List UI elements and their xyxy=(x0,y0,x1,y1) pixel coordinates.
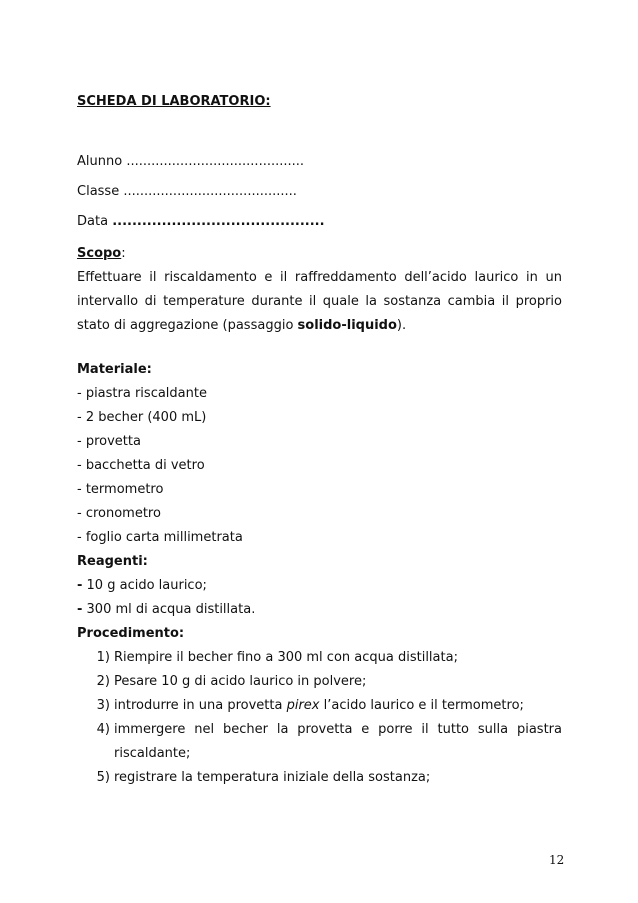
materiale-item: - cronometro xyxy=(77,506,161,521)
procedimento-step xyxy=(89,649,562,666)
step-text-end: l’acido laurico e il termometro; xyxy=(319,698,524,713)
materiale-item: - provetta xyxy=(77,434,141,449)
scopo-line-2: intervallo di temperature durante il quale la sostanza cambia il proprio xyxy=(77,294,562,309)
procedimento-step xyxy=(89,721,562,738)
page-title: SCHEDA DI LABORATORIO: xyxy=(77,94,271,109)
scopo-heading-line xyxy=(77,245,562,262)
scopo-colon: : xyxy=(121,246,126,261)
classe-dots: .......................................... xyxy=(123,184,297,199)
step-text: Pesare 10 g di acido laurico in polvere; xyxy=(114,674,367,689)
procedimento-step xyxy=(89,673,562,690)
scopo-heading: Scopo xyxy=(77,246,122,261)
reagenti-item xyxy=(77,577,562,594)
alunno-dots: ........................................... xyxy=(126,154,305,169)
alunno-field xyxy=(77,153,562,170)
scopo-bold-term: solido-liquido xyxy=(297,318,397,333)
step-number: 1) xyxy=(96,650,110,665)
materiale-heading: Materiale: xyxy=(77,362,152,377)
materiale-item: - foglio carta millimetrata xyxy=(77,530,243,545)
reagenti-text: 10 g acido laurico; xyxy=(82,578,207,593)
data-label: Data xyxy=(77,214,109,229)
step-italic-term: pirex xyxy=(286,698,320,713)
reagenti-heading: Reagenti: xyxy=(77,554,148,569)
reagenti-dash: - xyxy=(77,602,83,617)
step-number: 2) xyxy=(96,674,110,689)
scopo-line-1: Effettuare il riscaldamento e il raffreddamento dell’acido laurico in un xyxy=(77,270,562,285)
step-text: registrare la temperatura iniziale della sostanza; xyxy=(114,770,431,785)
classe-field xyxy=(77,183,562,200)
step-number: 4) xyxy=(96,722,110,737)
data-field xyxy=(77,213,562,230)
materiale-item: - 2 becher (400 mL) xyxy=(77,410,207,425)
scopo-line-3-end: ). xyxy=(396,318,407,333)
reagenti-text: 300 ml di acqua distillata. xyxy=(82,602,256,617)
data-dots: ........................................... xyxy=(112,214,325,229)
step-text: immergere nel becher la provetta e porre il tutto sulla piastra xyxy=(114,722,562,737)
step-continuation: riscaldante; xyxy=(114,746,191,761)
step-text-start: introdurre in una provetta xyxy=(114,698,287,713)
step-text: Riempire il becher fino a 300 ml con acqua distillata; xyxy=(114,650,458,665)
materiale-item: - termometro xyxy=(77,482,164,497)
step-number: 5) xyxy=(96,770,110,785)
reagenti-item xyxy=(77,601,562,618)
classe-label: Classe xyxy=(77,184,120,199)
reagenti-dash: - xyxy=(77,578,83,593)
page-number: 12 xyxy=(549,853,565,867)
step-number: 3) xyxy=(96,698,110,713)
procedimento-step xyxy=(89,697,562,714)
scopo-line-3-start: stato di aggregazione (passaggio xyxy=(77,318,298,333)
scopo-line-3 xyxy=(77,317,562,334)
alunno-label: Alunno xyxy=(77,154,123,169)
materiale-item: - piastra riscaldante xyxy=(77,386,207,401)
materiale-item: - bacchetta di vetro xyxy=(77,458,205,473)
procedimento-step xyxy=(89,769,562,786)
procedimento-heading: Procedimento: xyxy=(77,626,185,641)
